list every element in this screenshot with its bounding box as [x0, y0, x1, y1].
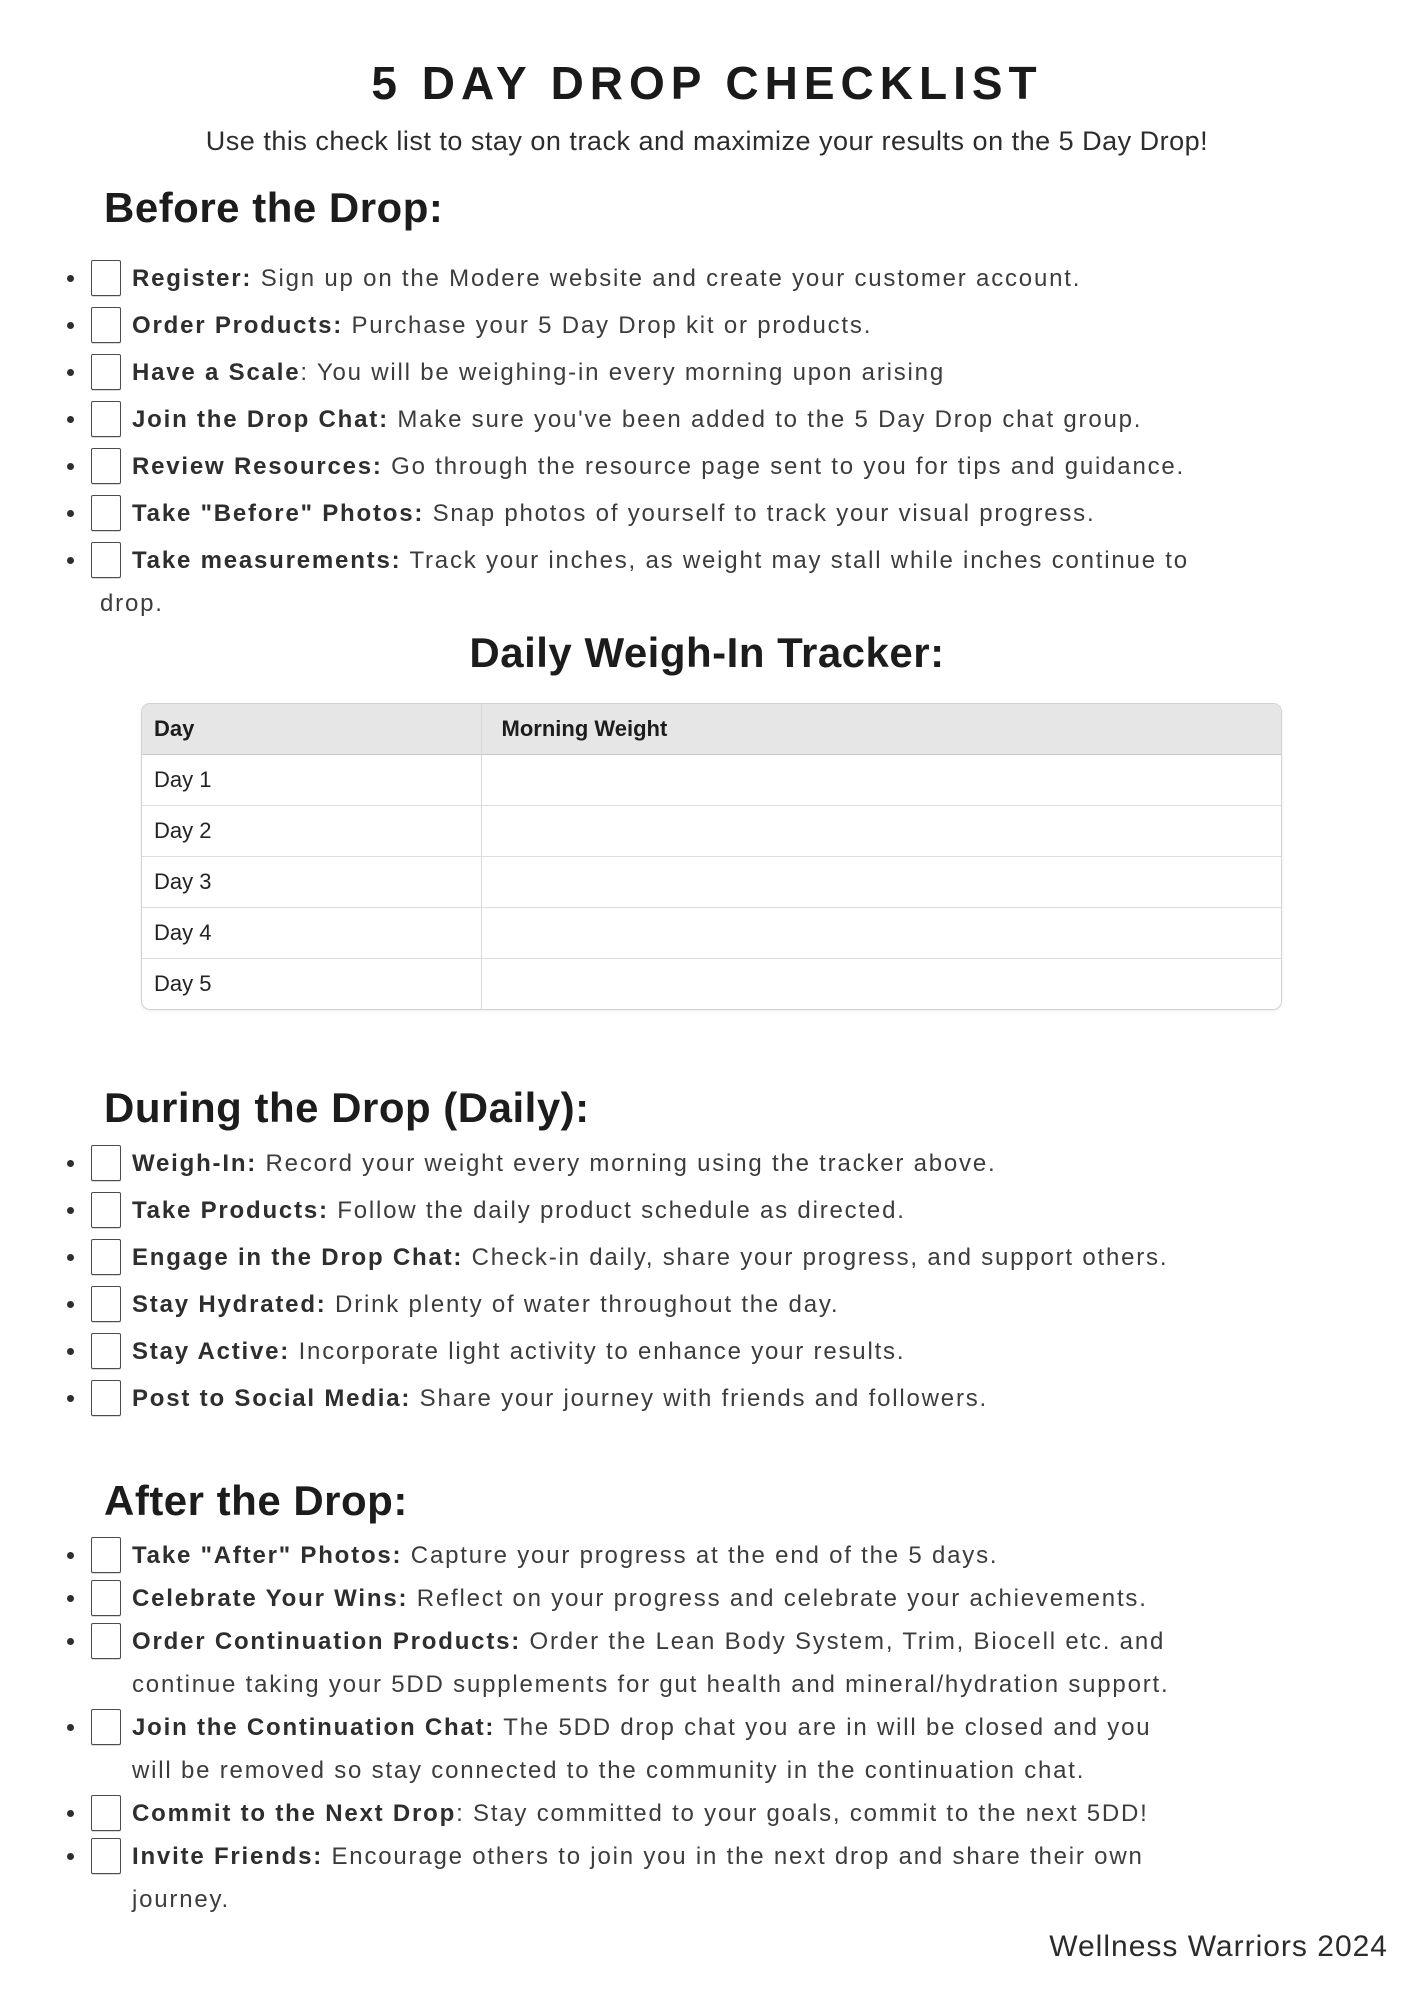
checklist-after — [0, 1534, 1414, 1921]
item-checkbox[interactable] — [91, 1239, 121, 1275]
item-checkbox[interactable] — [91, 1623, 121, 1659]
item-checkbox[interactable] — [91, 1580, 121, 1616]
item-label: Order Products: — [132, 312, 344, 339]
table-header-row — [142, 704, 1281, 754]
page-title: 5 DAY DROP CHECKLIST — [371, 57, 1043, 109]
checklist-item — [0, 398, 1414, 441]
checklist-before — [0, 257, 1414, 625]
item-label: Commit to the Next Drop — [132, 1800, 457, 1827]
item-label: Join the Drop Chat: — [132, 406, 389, 433]
item-text — [132, 1534, 1414, 1577]
item-description: Reflect on your progress and celebrate your achievements. — [408, 1585, 1148, 1612]
bullet-icon — [67, 1348, 74, 1355]
item-checkbox[interactable] — [91, 542, 121, 578]
item-label: Take Products: — [132, 1197, 329, 1224]
bullet-cell — [60, 1706, 91, 1731]
bullet-cell — [60, 1620, 91, 1645]
item-description: Follow the daily product schedule as directed. — [328, 1197, 906, 1224]
item-text — [132, 257, 1414, 300]
item-label: Take "Before" Photos: — [132, 500, 425, 527]
item-checkbox[interactable] — [91, 1795, 121, 1831]
table-row — [142, 958, 1281, 1009]
checklist-item — [0, 1534, 1414, 1577]
checklist-item — [0, 1330, 1414, 1373]
table-row — [142, 856, 1281, 907]
item-label: Join the Continuation Chat: — [132, 1714, 496, 1741]
item-checkbox[interactable] — [91, 1145, 121, 1181]
item-description-continued: continue taking your 5DD supplements for gut health and mineral/hydration support. — [132, 1671, 1170, 1698]
item-description: The 5DD drop chat you are in will be closed and you — [495, 1714, 1152, 1741]
weight-cell[interactable] — [481, 856, 1281, 907]
item-text — [100, 539, 1414, 625]
item-checkbox[interactable] — [91, 1333, 121, 1369]
checklist-item — [0, 351, 1414, 394]
item-text — [132, 1142, 1414, 1185]
bullet-cell — [60, 1236, 91, 1261]
bullet-cell — [60, 539, 91, 564]
item-description: Record your weight every morning using the tracker above. — [257, 1150, 997, 1177]
item-description: Make sure you've been added to the 5 Day Drop chat group. — [388, 406, 1143, 433]
bullet-cell — [60, 1835, 91, 1860]
checklist-item — [0, 1283, 1414, 1326]
item-description: Incorporate light activity to enhance your results. — [290, 1338, 906, 1365]
item-label: Engage in the Drop Chat: — [132, 1244, 464, 1271]
bullet-cell — [60, 351, 91, 376]
item-label: Celebrate Your Wins: — [132, 1585, 409, 1612]
table-row — [142, 754, 1281, 805]
checklist-item — [0, 539, 1414, 625]
item-label: Have a Scale — [132, 359, 301, 386]
item-label: Order Continuation Products: — [132, 1628, 522, 1655]
weight-cell[interactable] — [481, 805, 1281, 856]
bullet-icon — [67, 1395, 74, 1402]
item-checkbox[interactable] — [91, 1286, 121, 1322]
checklist-item — [0, 1189, 1414, 1232]
bullet-icon — [67, 416, 74, 423]
item-description: Order the Lean Body System, Trim, Biocell etc. and — [521, 1628, 1166, 1655]
item-checkbox[interactable] — [91, 448, 121, 484]
item-text — [132, 1189, 1414, 1232]
bullet-cell — [60, 1577, 91, 1602]
item-description: : Stay committed to your goals, commit to the next 5DD! — [456, 1800, 1149, 1827]
checklist-item — [0, 257, 1414, 300]
bullet-cell — [60, 1792, 91, 1817]
item-text — [132, 492, 1414, 535]
item-text — [132, 1377, 1414, 1420]
item-text — [132, 304, 1414, 347]
table-header-morning-weight: Morning Weight — [481, 704, 1281, 754]
checklist-item — [0, 1236, 1414, 1279]
item-description: Snap photos of yourself to track your visual progress. — [424, 500, 1096, 527]
tracker-heading: Daily Weigh-In Tracker: — [469, 629, 945, 676]
weight-cell[interactable] — [481, 958, 1281, 1009]
bullet-icon — [67, 510, 74, 517]
item-description: Go through the resource page sent to you for tips and guidance. — [382, 453, 1186, 480]
item-label: Post to Social Media: — [132, 1385, 412, 1412]
checklist-item — [0, 492, 1414, 535]
item-checkbox[interactable] — [91, 495, 121, 531]
bullet-icon — [67, 1810, 74, 1817]
item-description: Purchase your 5 Day Drop kit or products. — [343, 312, 873, 339]
bullet-icon — [67, 557, 74, 564]
bullet-icon — [67, 369, 74, 376]
table-row — [142, 907, 1281, 958]
item-description: Sign up on the Modere website and create your customer account. — [252, 265, 1082, 292]
item-text — [132, 351, 1414, 394]
checklist-during — [0, 1142, 1414, 1420]
checklist-item — [0, 1706, 1414, 1792]
item-description: : You will be weighing-in every morning upon arising — [300, 359, 945, 386]
bullet-icon — [67, 1552, 74, 1559]
item-description: Drink plenty of water throughout the day. — [326, 1291, 840, 1318]
item-description-continued: will be removed so stay connected to the community in the continuation chat. — [132, 1757, 1086, 1784]
bullet-icon — [67, 1724, 74, 1731]
item-checkbox[interactable] — [91, 260, 121, 296]
item-label: Take measurements: — [132, 547, 402, 574]
checklist-item — [0, 445, 1414, 488]
checklist-item — [0, 1577, 1414, 1620]
bullet-icon — [67, 275, 74, 282]
item-checkbox[interactable] — [91, 1192, 121, 1228]
checklist-item — [0, 1835, 1414, 1921]
item-label: Stay Hydrated: — [132, 1291, 327, 1318]
bullet-icon — [67, 1301, 74, 1308]
checklist-item — [0, 1377, 1414, 1420]
weight-cell[interactable] — [481, 907, 1281, 958]
section-heading-during: During the Drop (Daily): — [104, 1084, 590, 1131]
item-description: Share your journey with friends and followers. — [411, 1385, 989, 1412]
bullet-cell — [60, 1283, 91, 1308]
item-text — [132, 1283, 1414, 1326]
item-text — [132, 1330, 1414, 1373]
item-description: Encourage others to join you in the next drop and share their own — [323, 1843, 1144, 1870]
item-text — [132, 1236, 1414, 1279]
item-checkbox[interactable] — [91, 354, 121, 390]
item-checkbox[interactable] — [91, 1537, 121, 1573]
bullet-icon — [67, 322, 74, 329]
bullet-icon — [67, 1853, 74, 1860]
bullet-cell — [60, 1142, 91, 1167]
checklist-item — [0, 1142, 1414, 1185]
item-text — [132, 1835, 1414, 1921]
item-text — [132, 1792, 1414, 1835]
day-cell: Day 3 — [142, 856, 481, 907]
item-label: Invite Friends: — [132, 1843, 324, 1870]
bullet-icon — [67, 1160, 74, 1167]
weigh-in-table — [141, 703, 1282, 1010]
day-cell: Day 1 — [142, 754, 481, 805]
bullet-icon — [67, 463, 74, 470]
footer-credit: Wellness Warriors 2024 — [1049, 1930, 1388, 1963]
section-heading-before: Before the Drop: — [104, 184, 444, 231]
weight-cell[interactable] — [481, 754, 1281, 805]
item-checkbox[interactable] — [91, 1380, 121, 1416]
item-description-continued: drop. — [100, 590, 164, 617]
bullet-cell — [60, 1189, 91, 1214]
bullet-cell — [60, 1330, 91, 1355]
table-row — [142, 805, 1281, 856]
bullet-icon — [67, 1638, 74, 1645]
day-cell: Day 2 — [142, 805, 481, 856]
day-cell: Day 4 — [142, 907, 481, 958]
item-description: Track your inches, as weight may stall while inches continue to — [401, 547, 1189, 574]
item-label: Take "After" Photos: — [132, 1542, 403, 1569]
page-subtitle: Use this check list to stay on track and maximize your results on the 5 Day Drop! — [205, 126, 1209, 156]
item-description-continued: journey. — [132, 1886, 231, 1913]
section-heading-after: After the Drop: — [104, 1477, 408, 1524]
bullet-cell — [60, 257, 91, 282]
item-label: Review Resources: — [132, 453, 383, 480]
bullet-cell — [60, 1534, 91, 1559]
bullet-cell — [60, 304, 91, 329]
bullet-cell — [60, 398, 91, 423]
bullet-cell — [60, 1377, 91, 1402]
item-description: Capture your progress at the end of the 5 days. — [402, 1542, 999, 1569]
bullet-cell — [60, 445, 91, 470]
table-header-day: Day — [142, 704, 481, 754]
item-text — [132, 445, 1414, 488]
item-label: Stay Active: — [132, 1338, 291, 1365]
checklist-item — [0, 1620, 1414, 1706]
bullet-cell — [60, 492, 91, 517]
bullet-icon — [67, 1595, 74, 1602]
checklist-item — [0, 304, 1414, 347]
item-checkbox[interactable] — [91, 1838, 121, 1874]
bullet-icon — [67, 1254, 74, 1261]
item-text — [132, 1620, 1414, 1706]
item-checkbox[interactable] — [91, 307, 121, 343]
item-checkbox[interactable] — [91, 401, 121, 437]
item-description: Check-in daily, share your progress, and support others. — [463, 1244, 1169, 1271]
item-text — [132, 1706, 1414, 1792]
item-label: Weigh-In: — [132, 1150, 258, 1177]
item-text — [132, 398, 1414, 441]
day-cell: Day 5 — [142, 958, 481, 1009]
bullet-icon — [67, 1207, 74, 1214]
checklist-item — [0, 1792, 1414, 1835]
item-text — [132, 1577, 1414, 1620]
item-checkbox[interactable] — [91, 1709, 121, 1745]
item-label: Register: — [132, 265, 253, 292]
